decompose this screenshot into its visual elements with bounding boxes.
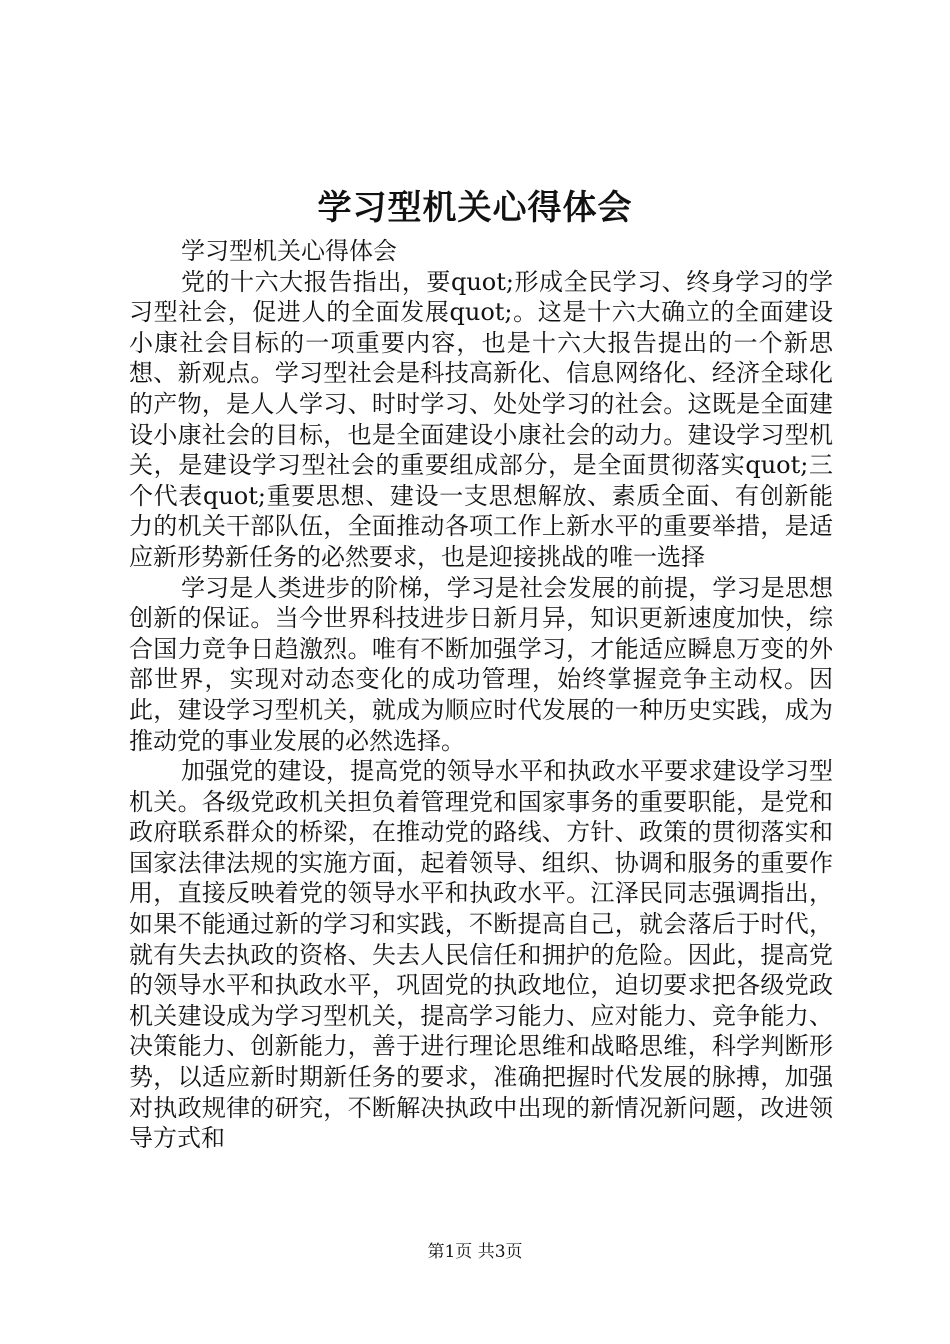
- document-body: [129, 236, 833, 1154]
- body-paragraph-3: 加强党的建设，提高党的领导水平和执政水平要求建设学习型机关。各级党政机关担负着管理党和国家事务的重要职能，是党和政府联系群众的桥梁，在推动党的路线、方针、政策的贯彻落实和国家法律法规的实施方面，起着领导、组织、协调和服务的重要作用，直接反映着党的领导水平和执政水平。江泽民同志强调指出，如果不能通过新的学习和实践，不断提高自己，就会落后于时代，就有失去执政的资格、失去人民信任和拥护的危险。因此，提高党的领导水平和执政水平，巩固党的执政地位，迫切要求把各级党政机关建设成为学习型机关，提高学习能力、应对能力、竞争能力、决策能力、创新能力，善于进行理论思维和战略思维，科学判断形势，以适应新时期新任务的要求，准确把握时代发展的脉搏，加强对执政规律的研究，不断解决执政中出现的新情况新问题，改进领导方式和: [129, 757, 833, 1153]
- body-paragraph-2: 学习是人类进步的阶梯，学习是社会发展的前提，学习是思想创新的保证。当今世界科技进步日新月异，知识更新速度加快，综合国力竞争日趋激烈。唯有不断加强学习，才能适应瞬息万变的外部世界，实现对动态变化的成功管理，始终掌握竞争主动权。因此，建设学习型机关，就成为顺应时代发展的一种历史实践，成为推动党的事业发展的必然选择。: [129, 573, 833, 755]
- body-paragraph-1: 党的十六大报告指出，要quot;形成全民学习、终身学习的学习型社会，促进人的全面发展quot;。这是十六大确立的全面建设小康社会目标的一项重要内容，也是十六大报告提出的一个新思想、新观点。学习型社会是科技高新化、信息网络化、经济全球化的产物，是人人学习、时时学习、处处学习的社会。这既是全面建设小康社会的目标，也是全面建设小康社会的动力。建设学习型机关，是建设学习型社会的重要组成部分，是全面贯彻落实quot;三个代表quot;重要思想、建设一支思想解放、素质全面、有创新能力的机关干部队伍，全面推动各项工作上新水平的重要举措，是适应新形势新任务的必然要求，也是迎接挑战的唯一选择: [129, 267, 833, 571]
- document-title: 学习型机关心得体会: [317, 188, 633, 228]
- page-footer: 第1页 共3页: [427, 1242, 523, 1262]
- subtitle-paragraph: 学习型机关心得体会: [181, 237, 397, 265]
